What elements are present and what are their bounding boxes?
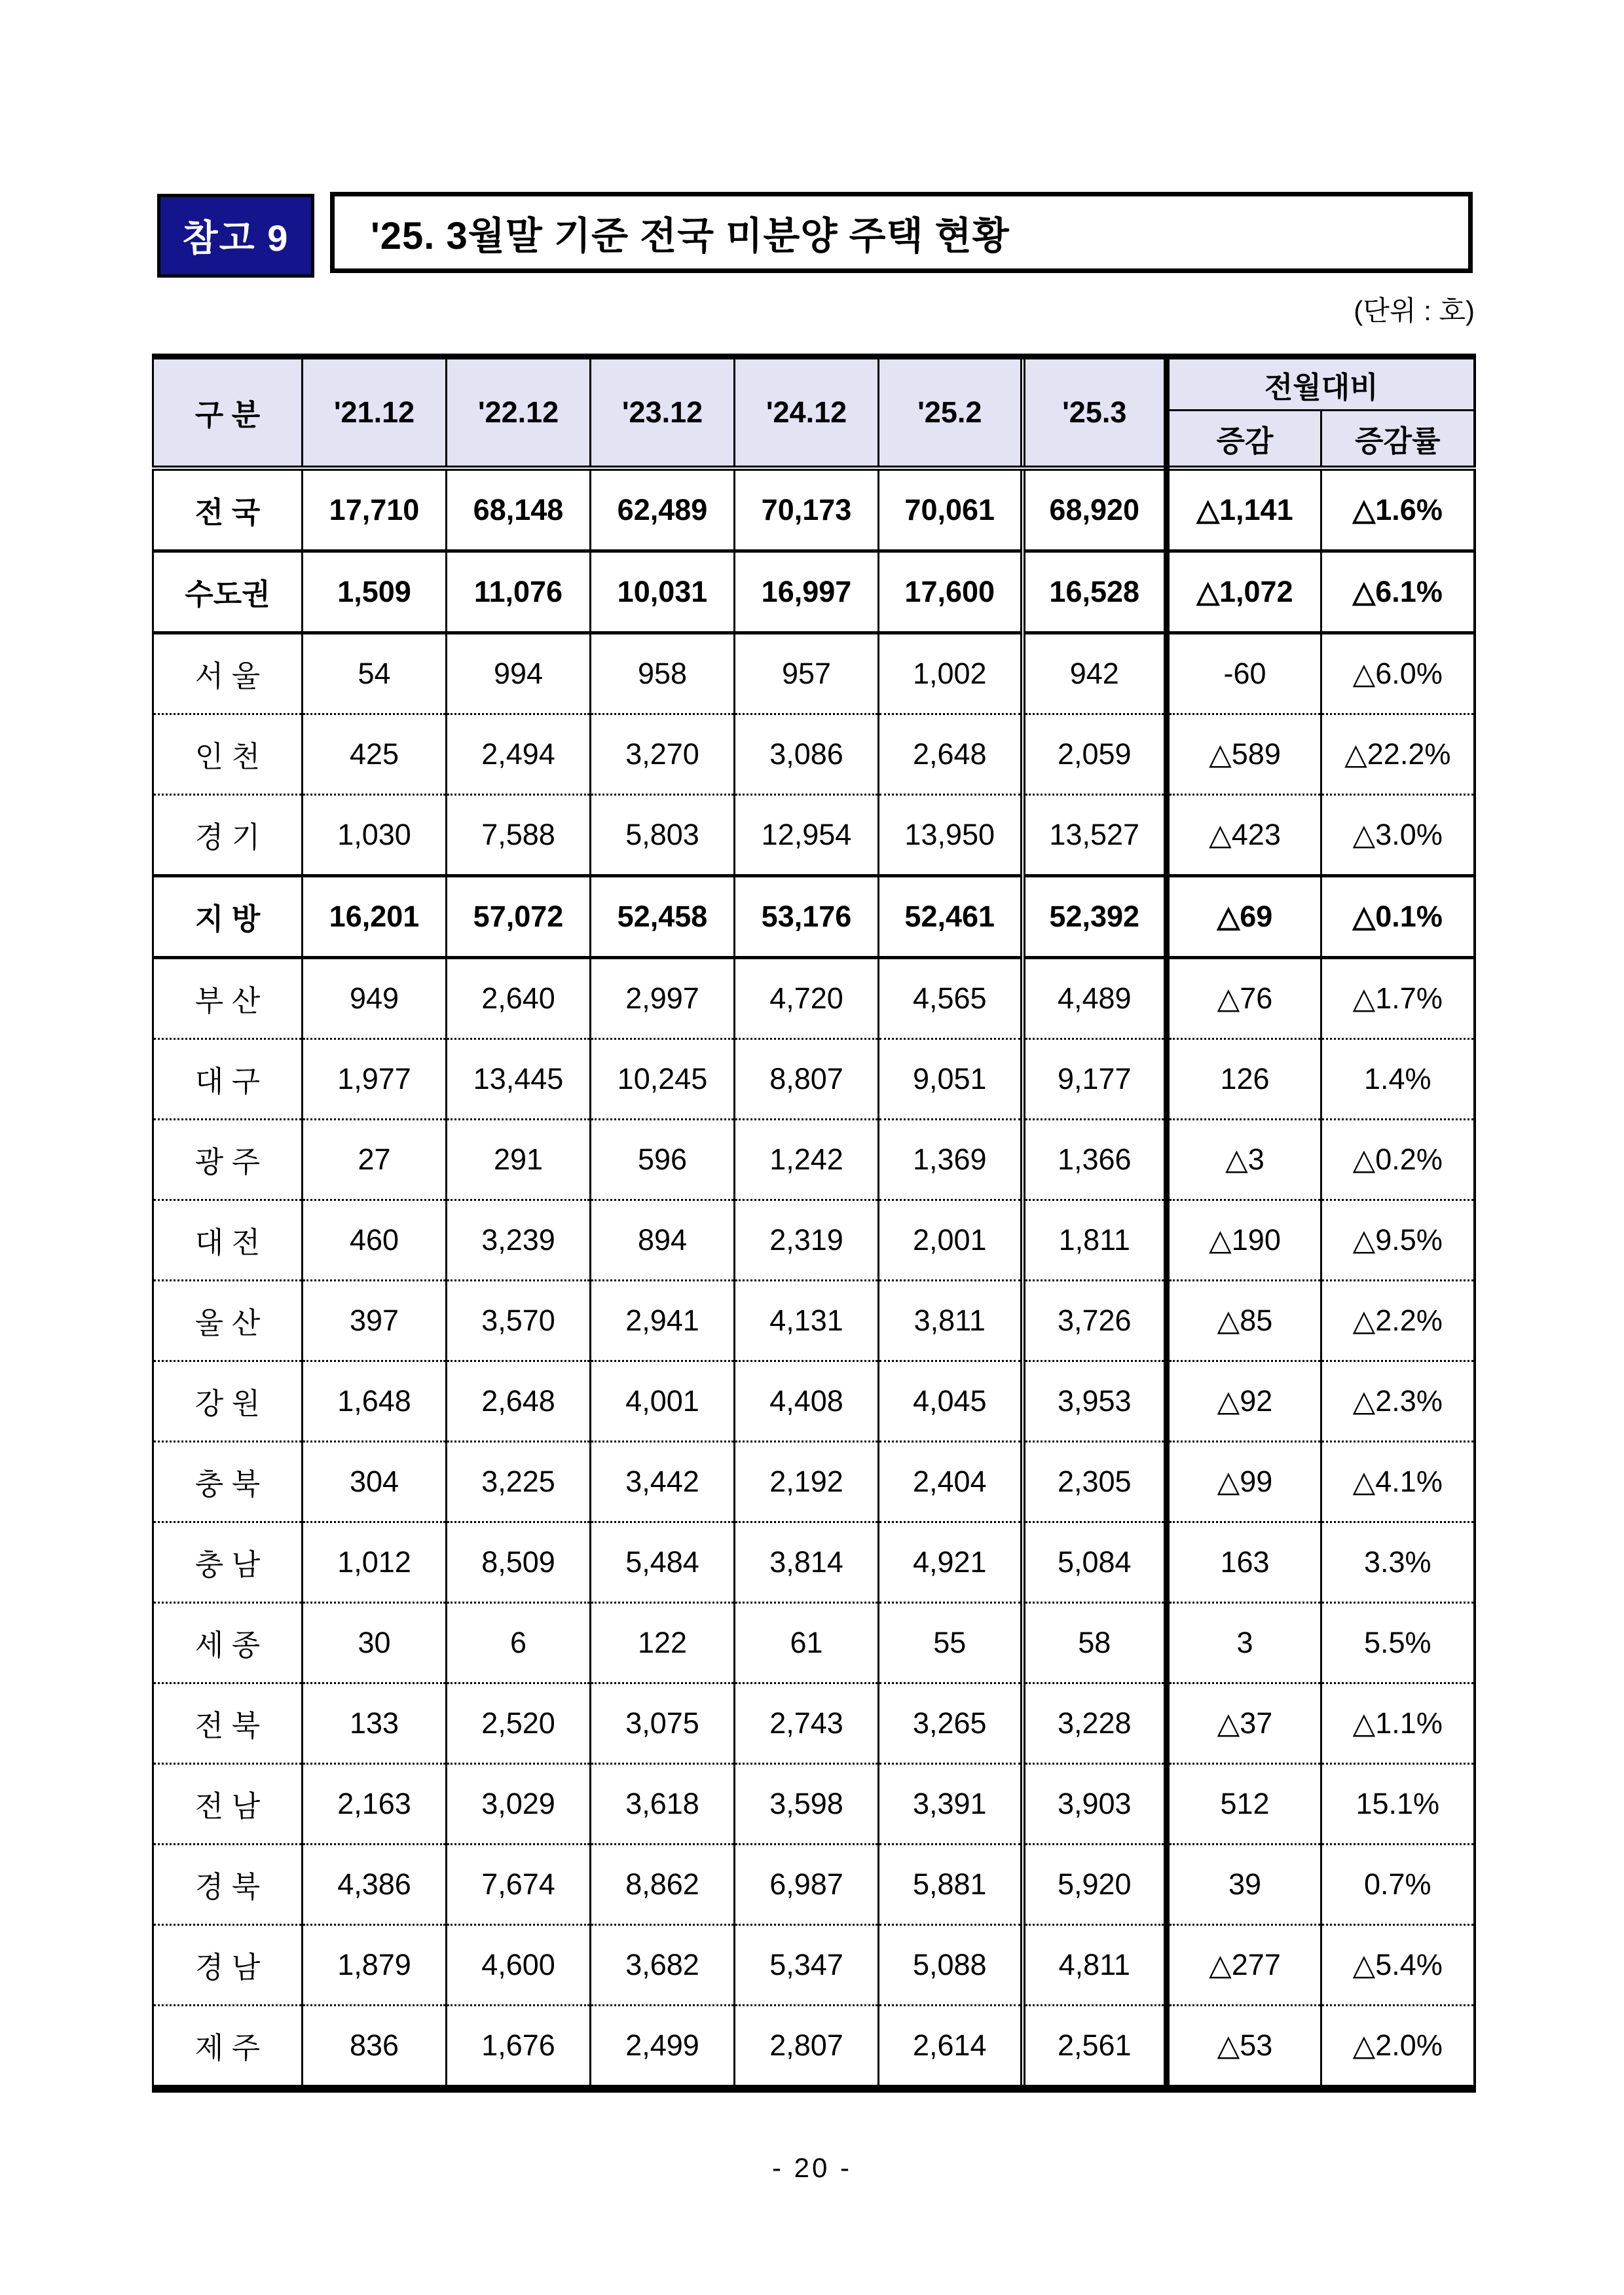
cell-value: 4,131	[735, 1280, 879, 1361]
cell-value: 2,941	[591, 1280, 735, 1361]
cell-value: 9,051	[879, 1038, 1023, 1119]
cell-value: 3,265	[879, 1683, 1023, 1763]
cell-value: 5,088	[879, 1924, 1023, 2005]
cell-value: 5,484	[591, 1522, 735, 1602]
cell-value: 52,461	[879, 875, 1023, 957]
region-label: 대 구	[153, 1038, 303, 1119]
region-label: 전 국	[153, 468, 303, 551]
cell-value: △190	[1167, 1200, 1321, 1280]
cell-value: 11,076	[447, 551, 591, 633]
cell-value: 3,239	[447, 1200, 591, 1280]
cell-value: 52,392	[1023, 875, 1167, 957]
cell-value: △5.4%	[1321, 1924, 1475, 2005]
column-header-252: '25.2	[879, 357, 1023, 468]
cell-value: 4,489	[1023, 957, 1167, 1038]
cell-value: 163	[1167, 1522, 1321, 1602]
cell-value: 126	[1167, 1038, 1321, 1119]
cell-value: 1,002	[879, 633, 1023, 714]
table-row	[153, 1280, 1475, 1361]
cell-value: 6,987	[735, 1844, 879, 1924]
cell-value: 13,445	[447, 1038, 591, 1119]
table-row	[153, 1200, 1475, 1280]
cell-value: △1,141	[1167, 468, 1321, 551]
cell-value: 3,618	[591, 1763, 735, 1844]
cell-value: 596	[591, 1119, 735, 1200]
cell-value: 512	[1167, 1763, 1321, 1844]
table-row	[153, 1763, 1475, 1844]
cell-value: 2,561	[1023, 2005, 1167, 2089]
cell-value: 3,814	[735, 1522, 879, 1602]
cell-value: 1,879	[303, 1924, 447, 2005]
cell-value: 1.4%	[1321, 1038, 1475, 1119]
cell-value: 13,950	[879, 794, 1023, 875]
cell-value: 949	[303, 957, 447, 1038]
cell-value: 1,676	[447, 2005, 591, 2089]
cell-value: △0.1%	[1321, 875, 1475, 957]
cell-value: 3,811	[879, 1280, 1023, 1361]
cell-value: 13,527	[1023, 794, 1167, 875]
cell-value: △0.2%	[1321, 1119, 1475, 1200]
column-header-2212: '22.12	[447, 357, 591, 468]
cell-value: 3,598	[735, 1763, 879, 1844]
cell-value: △277	[1167, 1924, 1321, 2005]
cell-value: 62,489	[591, 468, 735, 551]
cell-value: 958	[591, 633, 735, 714]
cell-value: △85	[1167, 1280, 1321, 1361]
cell-value: 5,803	[591, 794, 735, 875]
cell-value: 1,369	[879, 1119, 1023, 1200]
cell-value: 68,920	[1023, 468, 1167, 551]
cell-value: △423	[1167, 794, 1321, 875]
region-label: 경 북	[153, 1844, 303, 1924]
column-group-header-mom: 전월대비	[1167, 357, 1475, 411]
cell-value: 2,192	[735, 1441, 879, 1522]
cell-value: 8,509	[447, 1522, 591, 1602]
table-row	[153, 1361, 1475, 1441]
table-row	[153, 794, 1475, 875]
unit-label: (단위 : 호)	[1354, 295, 1475, 326]
cell-value: 17,600	[879, 551, 1023, 633]
table-container	[152, 354, 1476, 2093]
cell-value: 4,045	[879, 1361, 1023, 1441]
cell-value: 2,997	[591, 957, 735, 1038]
cell-value: 4,811	[1023, 1924, 1167, 2005]
reference-number-badge	[157, 194, 314, 278]
cell-value: 5,881	[879, 1844, 1023, 1924]
cell-value: 3,682	[591, 1924, 735, 2005]
cell-value: 957	[735, 633, 879, 714]
cell-value: 1,509	[303, 551, 447, 633]
cell-value: 53,176	[735, 875, 879, 957]
cell-value: 4,921	[879, 1522, 1023, 1602]
cell-value: 9,177	[1023, 1038, 1167, 1119]
cell-value: 3,086	[735, 714, 879, 794]
cell-value: 70,061	[879, 468, 1023, 551]
cell-value: △2.3%	[1321, 1361, 1475, 1441]
reference-number-label: 참고 9	[182, 217, 289, 259]
cell-value: 2,163	[303, 1763, 447, 1844]
page-title: '25. 3월말 기준 전국 미분양 주택 현황	[371, 215, 1010, 257]
cell-value: 3,228	[1023, 1683, 1167, 1763]
unsold-housing-table	[152, 354, 1476, 2093]
cell-value: 5.5%	[1321, 1602, 1475, 1683]
cell-value: 16,201	[303, 875, 447, 957]
region-label: 세 종	[153, 1602, 303, 1683]
cell-value: △6.1%	[1321, 551, 1475, 633]
cell-value: 7,588	[447, 794, 591, 875]
cell-value: △2.0%	[1321, 2005, 1475, 2089]
table-row	[153, 2005, 1475, 2089]
cell-value: 894	[591, 1200, 735, 1280]
cell-value: 3	[1167, 1602, 1321, 1683]
cell-value: 5,347	[735, 1924, 879, 2005]
cell-value: △4.1%	[1321, 1441, 1475, 1522]
cell-value: 4,408	[735, 1361, 879, 1441]
cell-value: △22.2%	[1321, 714, 1475, 794]
title-box	[330, 192, 1473, 273]
cell-value: 836	[303, 2005, 447, 2089]
cell-value: 4,386	[303, 1844, 447, 1924]
cell-value: 942	[1023, 633, 1167, 714]
cell-value: △92	[1167, 1361, 1321, 1441]
table-row	[153, 1602, 1475, 1683]
cell-value: 2,648	[447, 1361, 591, 1441]
region-label: 충 북	[153, 1441, 303, 1522]
cell-value: 3,225	[447, 1441, 591, 1522]
cell-value: 1,811	[1023, 1200, 1167, 1280]
column-header-253: '25.3	[1023, 357, 1167, 468]
cell-value: △1.6%	[1321, 468, 1475, 551]
cell-value: 3,029	[447, 1763, 591, 1844]
table-row	[153, 875, 1475, 957]
region-label: 강 원	[153, 1361, 303, 1441]
cell-value: 2,305	[1023, 1441, 1167, 1522]
cell-value: 1,242	[735, 1119, 879, 1200]
table-row	[153, 1441, 1475, 1522]
region-label: 광 주	[153, 1119, 303, 1200]
cell-value: 5,920	[1023, 1844, 1167, 1924]
cell-value: 3,570	[447, 1280, 591, 1361]
cell-value: △1,072	[1167, 551, 1321, 633]
cell-value: 3,075	[591, 1683, 735, 1763]
table-row	[153, 1924, 1475, 2005]
column-header-category: 구 분	[153, 357, 303, 468]
cell-value: 425	[303, 714, 447, 794]
cell-value: 27	[303, 1119, 447, 1200]
cell-value: △99	[1167, 1441, 1321, 1522]
column-header-change-rate: 증감률	[1321, 411, 1475, 468]
table-row	[153, 714, 1475, 794]
cell-value: 16,528	[1023, 551, 1167, 633]
cell-value: 2,404	[879, 1441, 1023, 1522]
table-row	[153, 1683, 1475, 1763]
cell-value: 1,030	[303, 794, 447, 875]
table-row	[153, 633, 1475, 714]
table-row	[153, 957, 1475, 1038]
cell-value: 10,031	[591, 551, 735, 633]
cell-value: △1.7%	[1321, 957, 1475, 1038]
cell-value: 3,442	[591, 1441, 735, 1522]
cell-value: 17,710	[303, 468, 447, 551]
cell-value: 16,997	[735, 551, 879, 633]
cell-value: 2,640	[447, 957, 591, 1038]
cell-value: 6	[447, 1602, 591, 1683]
table-row	[153, 551, 1475, 633]
cell-value: 291	[447, 1119, 591, 1200]
cell-value: 54	[303, 633, 447, 714]
region-label: 지 방	[153, 875, 303, 957]
region-label: 경 남	[153, 1924, 303, 2005]
cell-value: 58	[1023, 1602, 1167, 1683]
region-label: 충 남	[153, 1522, 303, 1602]
region-label: 수도권	[153, 551, 303, 633]
cell-value: 122	[591, 1602, 735, 1683]
cell-value: 8,862	[591, 1844, 735, 1924]
cell-value: △3	[1167, 1119, 1321, 1200]
cell-value: 4,565	[879, 957, 1023, 1038]
cell-value: 5,084	[1023, 1522, 1167, 1602]
cell-value: 1,012	[303, 1522, 447, 1602]
cell-value: 7,674	[447, 1844, 591, 1924]
cell-value: 397	[303, 1280, 447, 1361]
cell-value: △3.0%	[1321, 794, 1475, 875]
cell-value: 4,600	[447, 1924, 591, 2005]
cell-value: 2,743	[735, 1683, 879, 1763]
cell-value: 304	[303, 1441, 447, 1522]
cell-value: △69	[1167, 875, 1321, 957]
cell-value: 2,614	[879, 2005, 1023, 2089]
table-row	[153, 1844, 1475, 1924]
cell-value: 2,319	[735, 1200, 879, 1280]
column-header-2112: '21.12	[303, 357, 447, 468]
cell-value: 994	[447, 633, 591, 714]
cell-value: △76	[1167, 957, 1321, 1038]
column-header-2412: '24.12	[735, 357, 879, 468]
cell-value: 39	[1167, 1844, 1321, 1924]
cell-value: -60	[1167, 633, 1321, 714]
cell-value: 3,953	[1023, 1361, 1167, 1441]
table-header	[153, 357, 1475, 468]
cell-value: 12,954	[735, 794, 879, 875]
cell-value: △589	[1167, 714, 1321, 794]
table-row	[153, 1119, 1475, 1200]
cell-value: 2,520	[447, 1683, 591, 1763]
cell-value: 8,807	[735, 1038, 879, 1119]
cell-value: 68,148	[447, 468, 591, 551]
cell-value: 61	[735, 1602, 879, 1683]
region-label: 인 천	[153, 714, 303, 794]
page-number: - 20 -	[771, 2152, 853, 2183]
cell-value: 2,059	[1023, 714, 1167, 794]
cell-value: 1,977	[303, 1038, 447, 1119]
cell-value: 30	[303, 1602, 447, 1683]
region-label: 서 울	[153, 633, 303, 714]
cell-value: 2,001	[879, 1200, 1023, 1280]
cell-value: 57,072	[447, 875, 591, 957]
cell-value: 3,726	[1023, 1280, 1167, 1361]
cell-value: 2,499	[591, 2005, 735, 2089]
cell-value: 1,366	[1023, 1119, 1167, 1200]
cell-value: 0.7%	[1321, 1844, 1475, 1924]
region-label: 부 산	[153, 957, 303, 1038]
region-label: 전 남	[153, 1763, 303, 1844]
cell-value: 460	[303, 1200, 447, 1280]
cell-value: 52,458	[591, 875, 735, 957]
cell-value: 10,245	[591, 1038, 735, 1119]
cell-value: 2,807	[735, 2005, 879, 2089]
cell-value: 4,720	[735, 957, 879, 1038]
region-label: 울 산	[153, 1280, 303, 1361]
cell-value: △1.1%	[1321, 1683, 1475, 1763]
cell-value: △2.2%	[1321, 1280, 1475, 1361]
cell-value: △9.5%	[1321, 1200, 1475, 1280]
cell-value: 3,903	[1023, 1763, 1167, 1844]
cell-value: △6.0%	[1321, 633, 1475, 714]
cell-value: 4,001	[591, 1361, 735, 1441]
cell-value: 3,270	[591, 714, 735, 794]
table-body	[153, 468, 1475, 2089]
region-label: 전 북	[153, 1683, 303, 1763]
cell-value: 1,648	[303, 1361, 447, 1441]
cell-value: 70,173	[735, 468, 879, 551]
column-header-change: 증감	[1167, 411, 1321, 468]
region-label: 경 기	[153, 794, 303, 875]
cell-value: 2,494	[447, 714, 591, 794]
region-label: 제 주	[153, 2005, 303, 2089]
cell-value: 2,648	[879, 714, 1023, 794]
cell-value: 3.3%	[1321, 1522, 1475, 1602]
table-row	[153, 468, 1475, 551]
region-label: 대 전	[153, 1200, 303, 1280]
cell-value: 3,391	[879, 1763, 1023, 1844]
column-header-2312: '23.12	[591, 357, 735, 468]
cell-value: 133	[303, 1683, 447, 1763]
cell-value: 15.1%	[1321, 1763, 1475, 1844]
cell-value: 55	[879, 1602, 1023, 1683]
cell-value: △37	[1167, 1683, 1321, 1763]
cell-value: △53	[1167, 2005, 1321, 2089]
table-row	[153, 1522, 1475, 1602]
table-row	[153, 1038, 1475, 1119]
